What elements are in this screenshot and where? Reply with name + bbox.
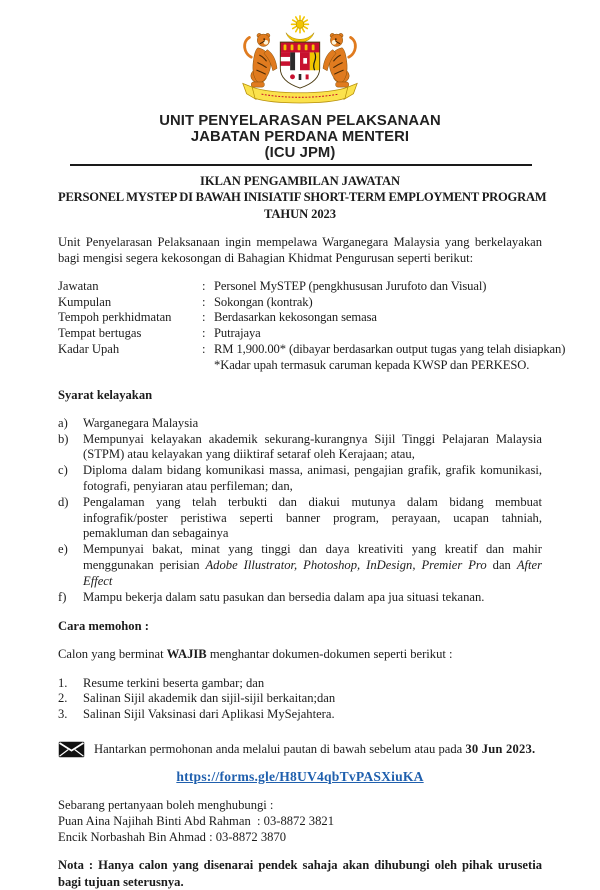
item-text: Warganegara Malaysia: [83, 415, 199, 430]
item-text: Salinan Sijil akademik dan sijil-sijil berkaitan;dan: [83, 691, 336, 706]
detail-colon: :: [202, 278, 206, 293]
item-text-part: Mempunyai bakat, minat yang tinggi dan daya kreativiti yang kreatif dan mahir menggunakan perisian: [83, 542, 542, 573]
item-text-part: dan: [486, 558, 517, 573]
intro-paragraph: Unit Penyelarasan Pelaksanaan ingin mempelawa Warganegara Malaysia yang berkelayakan bagi mengisi segera kekosongan di Bahagian Khidmat Pengurusan seperti berikut:: [58, 235, 542, 265]
detail-row-tempat: [58, 326, 542, 342]
deadline-date: 30 Jun 2023.: [465, 741, 536, 756]
letterhead: [58, 113, 542, 161]
item-marker: 3.: [58, 707, 68, 722]
detail-label: Tempat bertugas: [58, 326, 142, 341]
software-names-italic: After Effect: [83, 558, 543, 588]
contacts-block: [58, 797, 542, 846]
item-text: Diploma dalam bidang komunikasi massa, animasi, pengajian grafik, grafik komunikasi, fotografi, penyiaran atau perfileman; dan,: [83, 463, 542, 494]
apply-intro-post: menghantar dokumen-dokumen seperti berikut :: [206, 647, 453, 662]
nota-paragraph: Nota : Hanya calon yang disenarai pendek sahaja akan dihubungi oleh pihak urusetia bagi tujuan seterusnya.: [58, 858, 542, 889]
detail-label: [58, 358, 202, 374]
item-marker: 1.: [58, 675, 68, 690]
detail-value: Sokongan (kontrak): [214, 294, 313, 309]
envelope-icon: [58, 741, 85, 758]
job-details-table: [58, 278, 566, 374]
syarat-heading: Syarat kelayakan: [58, 388, 153, 403]
requirement-item-f: [58, 590, 542, 606]
detail-row-kumpulan: [58, 295, 542, 311]
detail-value: Berdasarkan kekosongan semasa: [214, 310, 377, 325]
software-names-italic: Adobe Illustrator, Photoshop, InDesign, Premier Pro: [205, 558, 487, 573]
detail-value: RM 1,900.00* (dibayar berdasarkan output tugas yang telah disiapkan): [214, 342, 566, 357]
detail-row-kadar-upah-note: [58, 358, 542, 374]
documents-list: [58, 676, 542, 723]
detail-label: Kadar Upah: [58, 342, 120, 357]
item-text: Resume terkini beserta gambar; dan: [83, 675, 265, 690]
item-text: Mempunyai kelayakan akademik sekurang-kurangnya Sijil Tinggi Pelajaran Malaysia (STPM) atau kelayakan yang diiktiraf setaraf oleh Kerajaan; atau,: [83, 431, 542, 462]
detail-label: Jawatan: [58, 278, 99, 293]
contact-person-1: Puan Aina Najihah Binti Abd Rahman : 03-8872 3821: [58, 813, 334, 828]
advert-title-line2: PERSONEL MYSTEP DI BAWAH INISIATIF SHORT-TERM EMPLOYMENT PROGRAM: [58, 190, 547, 205]
detail-colon: :: [202, 342, 206, 357]
item-text: Mampu bekerja dalam satu pasukan dan bersedia dalam apa jua situasi tekanan.: [83, 589, 485, 604]
item-text: [83, 542, 542, 589]
malaysia-coat-of-arms: [58, 14, 542, 109]
requirement-item-a: [58, 416, 542, 432]
org-name-line1: UNIT PENYELARASAN PELAKSANAAN: [159, 112, 441, 129]
detail-label: Kumpulan: [58, 294, 112, 309]
contacts-heading: Sebarang pertanyaan boleh menghubungi :: [58, 797, 274, 812]
advert-title: [58, 173, 547, 222]
item-text: Pengalaman yang telah terbukti dan diakui mutunya dalam bidang membuat infografik/poster peristiwa seperti banner program, perayaan, ucapan tahniah, pemakluman dan sebagainya: [83, 494, 542, 541]
detail-label: Tempoh perkhidmatan: [58, 310, 172, 325]
advert-title-line1: IKLAN PENGAMBILAN JAWATAN: [200, 173, 400, 188]
requirements-list: [58, 416, 542, 606]
header-divider: [70, 164, 532, 166]
org-name-line2: JABATAN PERDANA MENTERI: [190, 128, 410, 145]
apply-intro: [58, 647, 542, 663]
malaysia-coat-of-arms-icon: [238, 14, 362, 104]
item-marker: f): [58, 589, 67, 604]
detail-value: Personel MySTEP (pengkhususan Jurufoto dan Visual): [214, 278, 487, 293]
detail-row-kadar-upah: [58, 342, 566, 358]
item-text: Salinan Sijil Vaksinasi dari Aplikasi MySejahtera.: [83, 707, 335, 722]
detail-colon: :: [202, 310, 206, 325]
item-marker: d): [58, 494, 69, 509]
wajib-bold: WAJIB: [166, 647, 207, 662]
org-name-line3: (ICU JPM): [264, 144, 336, 161]
requirement-item-d: [58, 495, 542, 542]
detail-row-jawatan: [58, 279, 542, 295]
detail-note: *Kadar upah termasuk caruman kepada KWSP dan PERKESO.: [214, 358, 530, 373]
document-item-2: [58, 691, 542, 707]
advert-title-line3: TAHUN 2023: [264, 206, 336, 221]
application-link-row: [58, 769, 542, 786]
requirement-item-e: [58, 542, 542, 589]
requirement-item-c: [58, 463, 542, 495]
detail-colon: :: [202, 326, 206, 341]
application-form-link[interactable]: https://forms.gle/H8UV4qbTvPASXiuKA: [176, 768, 424, 784]
deadline-sentence: Hantarkan permohonan anda melalui pautan di bawah sebelum atau pada: [94, 741, 466, 756]
deadline-text: [94, 742, 535, 758]
detail-colon: :: [202, 294, 206, 309]
detail-value: Putrajaya: [214, 326, 261, 341]
document-item-1: [58, 676, 542, 692]
detail-row-tempoh: [58, 310, 542, 326]
document-item-3: [58, 707, 542, 723]
item-marker: e): [58, 542, 68, 557]
detail-colon: [202, 358, 214, 374]
contact-person-2: Encik Norbashah Bin Ahmad : 03-8872 3870: [58, 830, 287, 845]
item-marker: b): [58, 431, 69, 446]
deadline-row: [58, 741, 542, 758]
item-marker: a): [58, 415, 68, 430]
cara-memohon-heading: Cara memohon :: [58, 619, 149, 634]
item-marker: 2.: [58, 691, 68, 706]
item-marker: c): [58, 463, 68, 478]
requirement-item-b: [58, 432, 542, 464]
apply-intro-pre: Calon yang berminat: [58, 647, 167, 662]
